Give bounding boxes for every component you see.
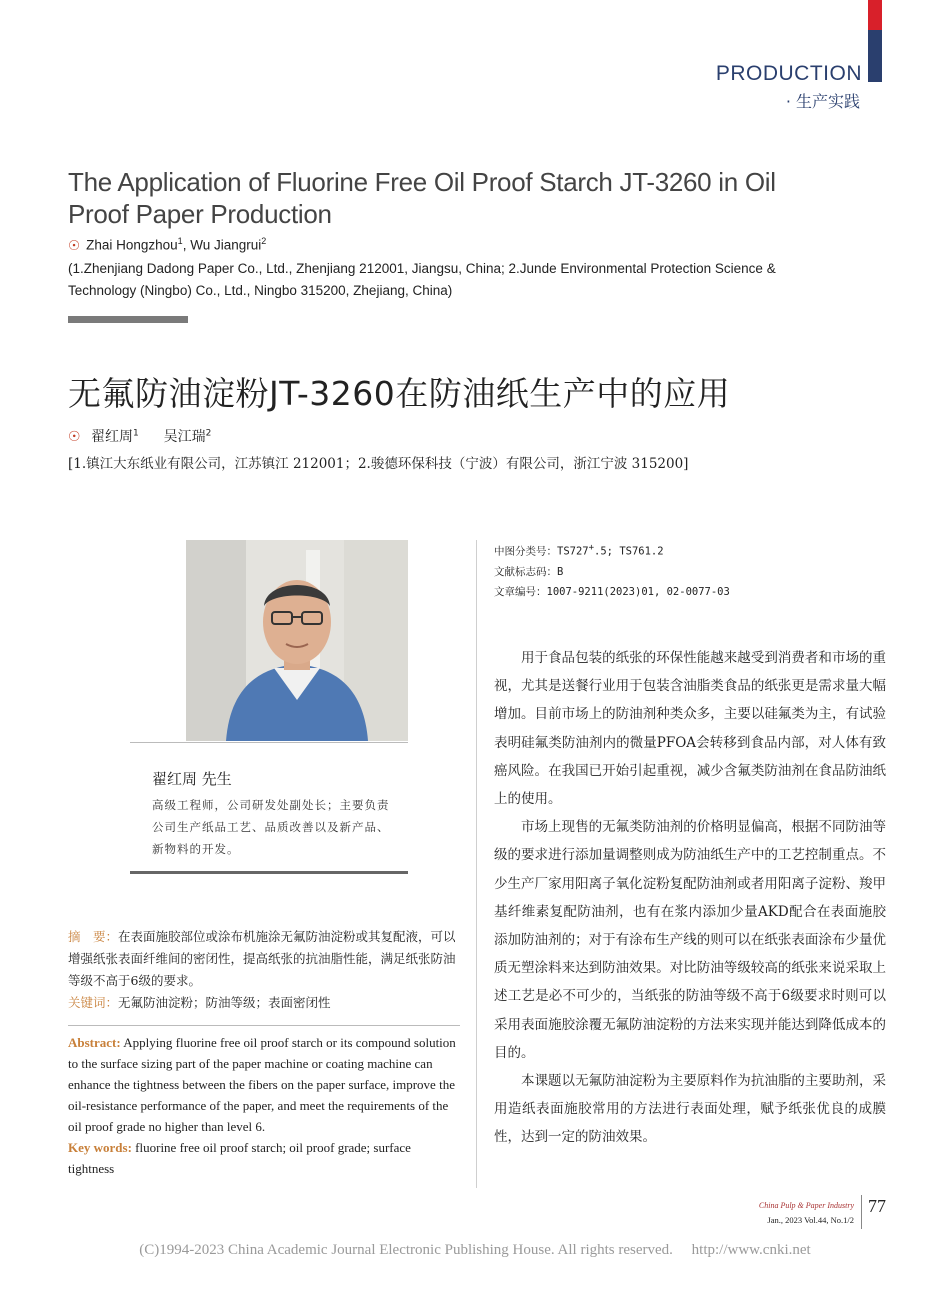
author-2-zh: 吴江瑞 <box>163 429 206 445</box>
page-number-divider <box>861 1195 862 1229</box>
body-text <box>494 644 886 1152</box>
authors-en: ☉ Zhai Hongzhou$^1$, Wu Jiangrui$^2$ <box>68 236 267 253</box>
author-photo <box>186 540 408 741</box>
section-label-en: PRODUCTION <box>715 62 862 85</box>
keywords-label-en: Key words: <box>68 1140 132 1155</box>
abstract-divider <box>68 1025 460 1026</box>
section-label-zh: · 生产实践 <box>785 92 860 111</box>
abstract-zh <box>68 926 460 1014</box>
abstract-label-en: Abstract: <box>68 1035 121 1050</box>
body-paragraph: 本课题以无氟防油淀粉为主要原料作为抗油脂的主要助剂，采用造纸表面施胶常用的方法进行表面处理，赋予纸张优良的成膜性，达到一定的防油效果。 <box>494 1073 886 1146</box>
column-divider <box>476 540 477 1188</box>
body-paragraph: 用于食品包装的纸张的环保性能越来越受到消费者和市场的重视，尤其是送餐行业用于包装含油脂类食品的纸张更是需求量大幅增加。目前市场上的防油剂种类众多，主要以硅氟类为主，有试验表明硅氟类防油剂内的微量PFOA会转移到食品内部，对人体有致癌风险。在我国已开始引起重视，减少含氟类防油剂在食品防油纸上的使用。 <box>494 650 886 808</box>
authors-zh: ☉ 翟红周$^1$ 吴江瑞$^2$ <box>68 428 212 445</box>
body-paragraph: 市场上现售的无氟类防油剂的价格明显偏高，根据不同防油等级的要求进行添加量调整则成为防油纸生产中的工艺控制重点。不少生产厂家用阳离子氧化淀粉复配防油剂或者用阳离子淀粉、羧甲基纤维素复配防油剂，也有在浆内添加少量AKD配合在表面施胶添加防油剂的；对于有涂布生产线的则可以在纸张表面涂布少量优质无塑涂料来达到防油效果。对比防油等级较高的纸张来说采取上述工艺是必不可少的，当纸张的防油等级不高于6级要求时则可以采用表面施胶涂覆无氟防油淀粉的方法来实现并能达到降低成本的目的。 <box>494 819 886 1061</box>
affiliation-en: (1.Zhenjiang Dadong Paper Co., Ltd., Zhenjiang 212001, Jiangsu, China; 2.Junde Environmental Protection Science & Technology (Ningbo) Co., Ltd., Ningbo 315200, Zhejiang, China) <box>68 261 776 298</box>
article-title-en: The Application of Fluorine Free Oil Proof Starch JT-3260 in Oil Proof Paper Production <box>68 167 776 229</box>
keywords-text-en: fluorine free oil proof starch; oil proof grade; surface tightness <box>68 1140 411 1176</box>
bio-text: 高级工程师，公司研发处副处长；主要负责公司生产纸品工艺、品质改善以及新产品、新物料的开发。 <box>152 798 390 856</box>
abstract-label-zh: 摘 要： <box>68 929 119 944</box>
journal-issue: Jan., 2023 Vol.44, No.1/2 <box>767 1215 854 1225</box>
affiliation-zh: [1.镇江大东纸业有限公司，江苏镇江 212001；2.骏德环保科技（宁波）有限公司，浙江宁波 315200] <box>68 456 689 472</box>
keywords-label-zh: 关键词： <box>68 995 119 1010</box>
page-number: 77 <box>868 1196 886 1216</box>
author-1-en: Zhai Hongzhou <box>86 237 178 253</box>
section-accent-bar <box>868 0 882 82</box>
article-no-line: 文章编号：1007-9211(2023)01, 02-0077-03 <box>494 585 730 598</box>
author-2-en: Wu Jiangrui <box>190 237 262 253</box>
author-portrait-icon <box>186 540 408 741</box>
classification-block <box>494 538 730 602</box>
title-divider <box>68 316 188 323</box>
copyright-notice: (C)1994-2023 China Academic Journal Electronic Publishing House. All rights reserved. http://www.cnki.net <box>139 1242 811 1258</box>
author-1-zh: 翟红周 <box>91 429 134 445</box>
author-marker-icon: ☉ <box>68 429 81 445</box>
doc-code-line: 文献标志码：B <box>494 565 564 578</box>
abstract-text-en: Applying fluorine free oil proof starch or its compound solution to the surface sizing part of the paper machine or coating machine can enhance the tightness between the fibers on the paper surface, improve the oil-resistance performance of the paper, and meet the requirements of the oil proof grade no higher than level 6. <box>68 1035 456 1134</box>
keywords-text-zh: 无氟防油淀粉；防油等级；表面密闭性 <box>118 995 331 1010</box>
bio-name: 翟红周 先生 <box>152 770 232 788</box>
abstract-en <box>68 1032 460 1179</box>
journal-name: China Pulp & Paper Industry <box>758 1201 854 1210</box>
abstract-text-zh: 在表面施胶部位或涂布机施涂无氟防油淀粉或其复配液，可以增强纸张表面纤维间的密闭性，提高纸张的抗油脂性能，满足纸张防油等级不高于6级的要求。 <box>68 929 456 988</box>
author-marker-icon: ☉ <box>68 237 81 253</box>
article-title-zh: 无氟防油淀粉JT-3260在防油纸生产中的应用 <box>68 374 731 413</box>
clc-line: 中图分类号：TS727+.5; TS761.2 <box>494 543 664 558</box>
